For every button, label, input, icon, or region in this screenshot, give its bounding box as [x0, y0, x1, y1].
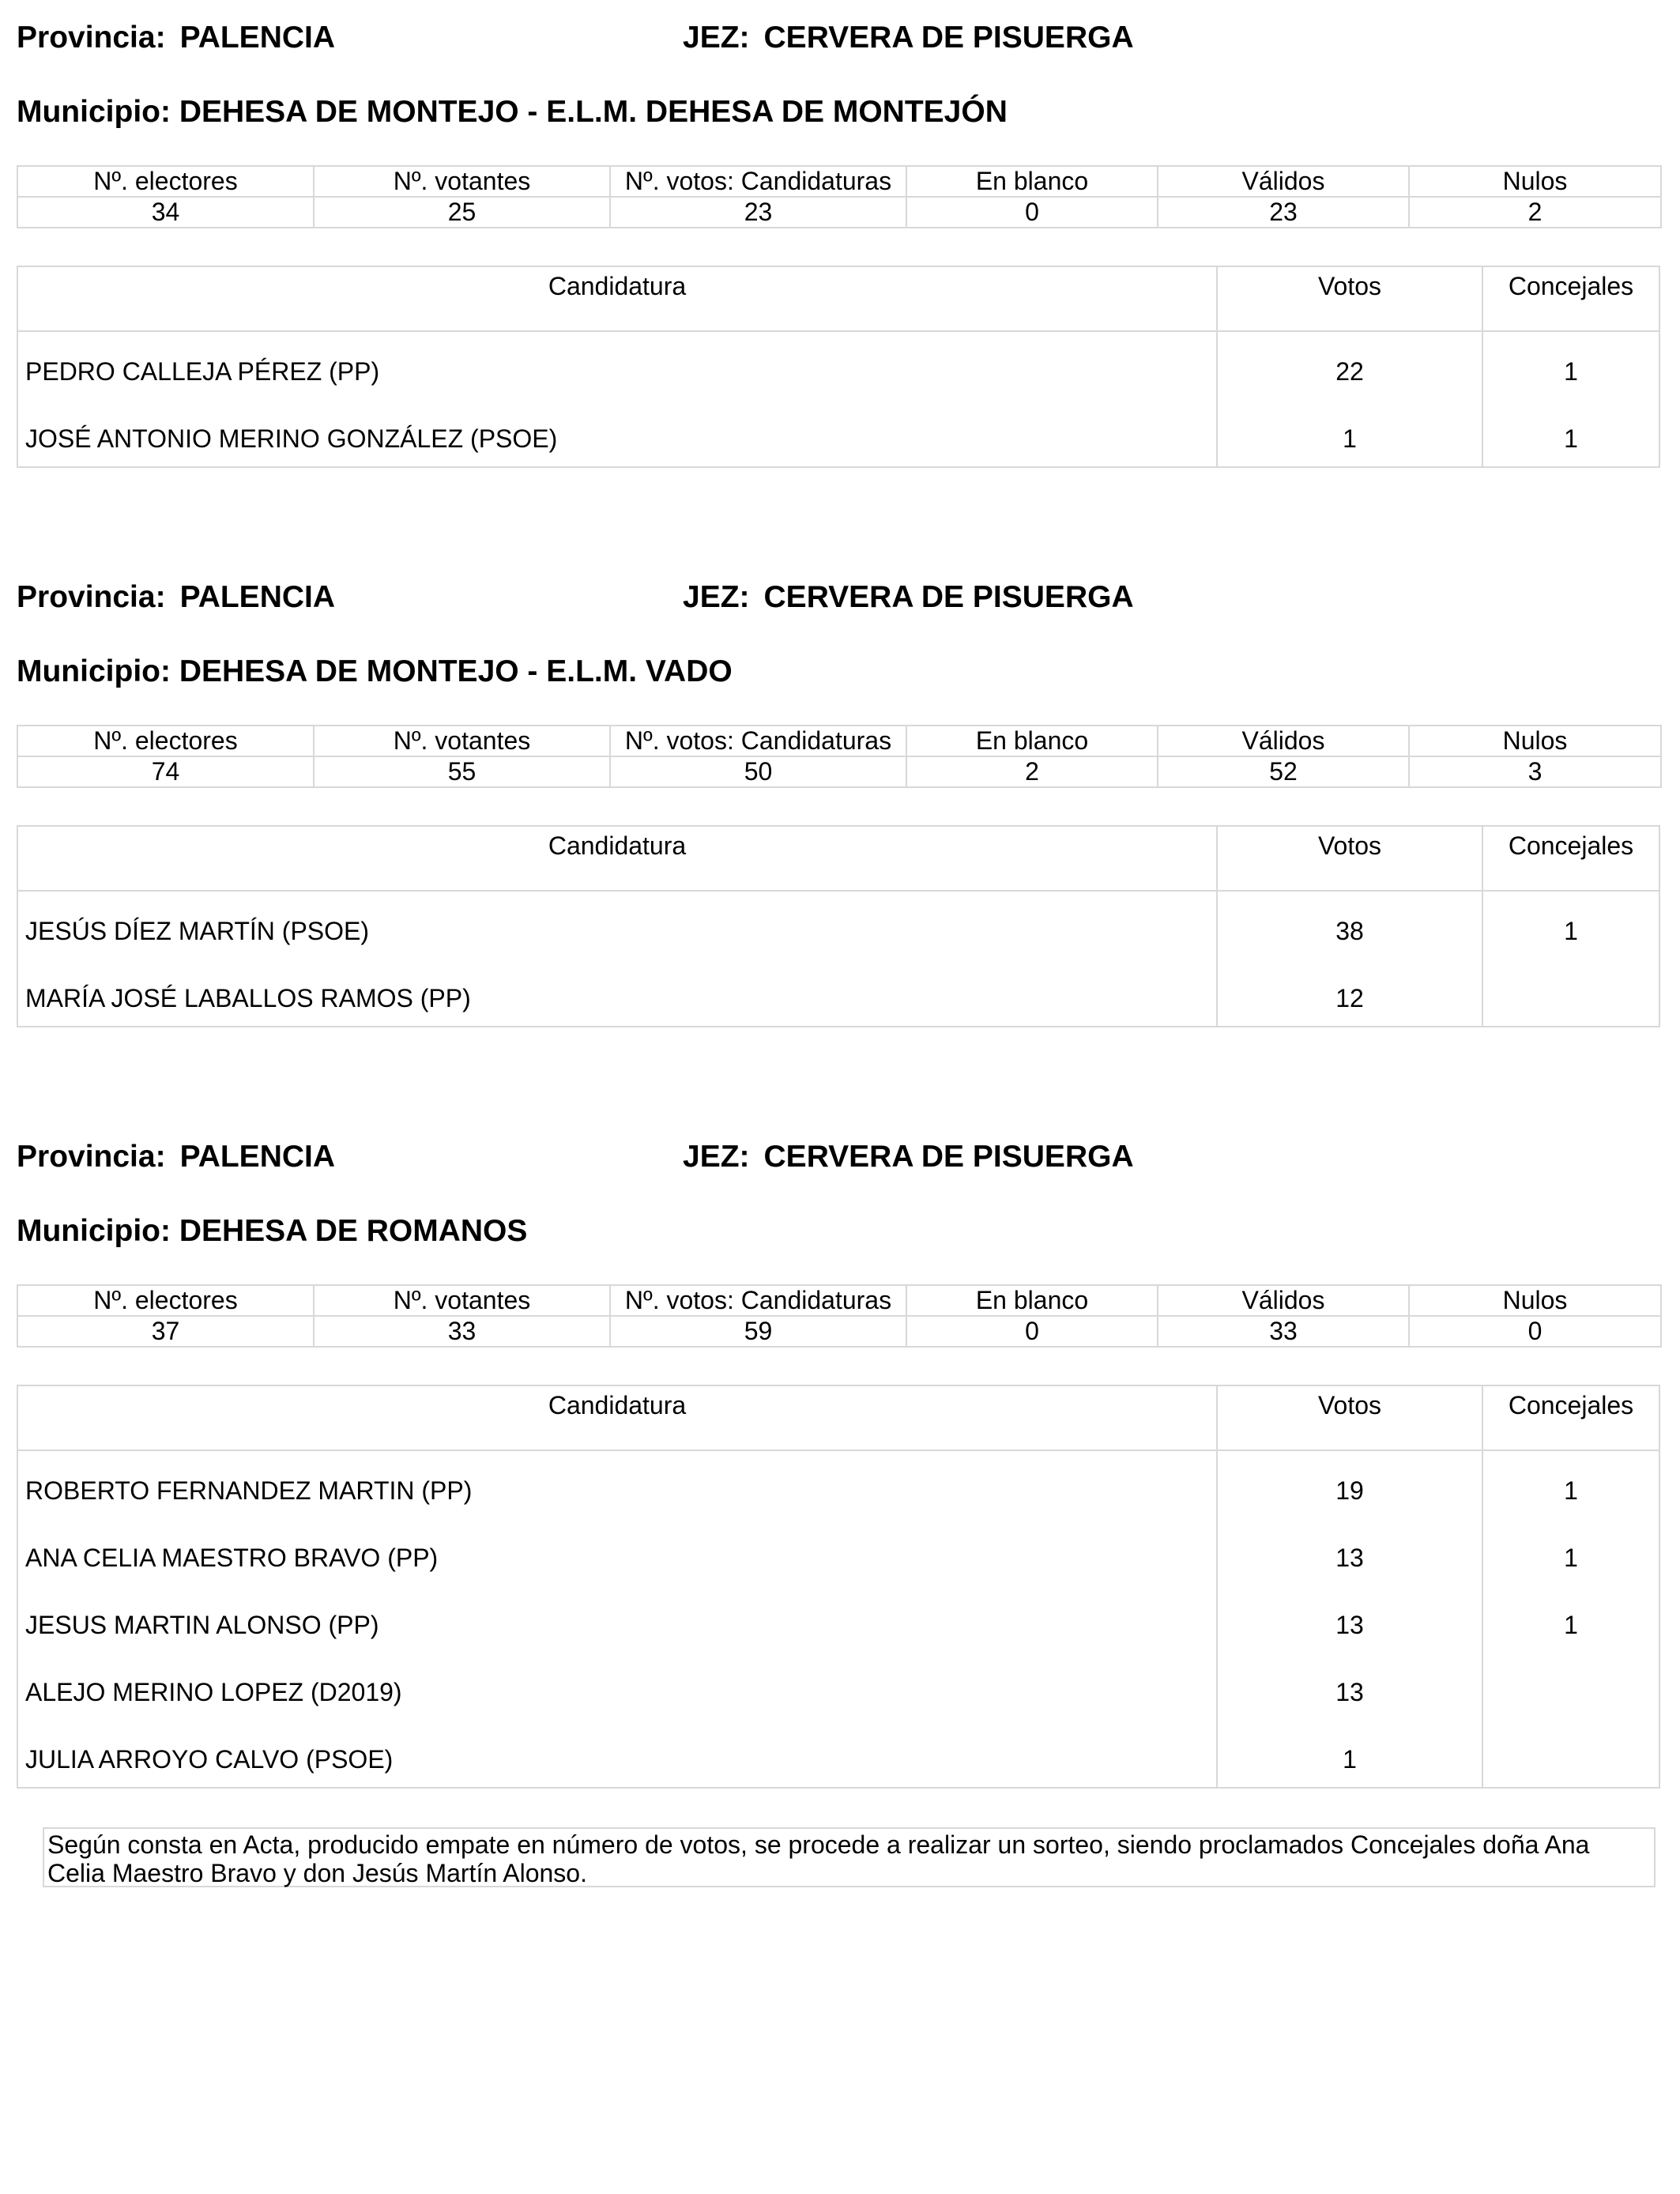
jez-label: JEZ:	[683, 21, 750, 55]
candidate-concejales-col	[1482, 332, 1659, 466]
stat-value: 23	[610, 197, 906, 228]
candidate-concejales: 1	[1564, 1611, 1578, 1639]
candidate-concejales	[1483, 982, 1659, 1018]
candidatura-header: Candidatura	[548, 831, 687, 860]
stat-value: 52	[1158, 756, 1409, 787]
candidates-body	[18, 892, 1659, 1026]
municipio-value: DEHESA DE ROMANOS	[179, 1214, 528, 1248]
candidate-votes-col	[1216, 332, 1482, 466]
stat-value: 33	[1158, 1316, 1409, 1347]
candidate-names-col	[18, 892, 1216, 1026]
municipio-label: Municipio:	[17, 95, 171, 129]
stat-value: 0	[1409, 1316, 1661, 1347]
jez-header	[683, 21, 1134, 55]
candidate-name: JESUS MARTIN ALONSO (PP)	[25, 1611, 379, 1639]
candidate-votes: 12	[1335, 984, 1364, 1012]
candidates-header	[18, 827, 1659, 892]
stats-table	[17, 725, 1662, 788]
candidate-name: ROBERTO FERNANDEZ MARTIN (PP)	[25, 1476, 473, 1505]
candidate-concejales: 1	[1564, 424, 1578, 453]
concejales-header: Concejales	[1482, 267, 1659, 330]
stat-value: 34	[17, 197, 314, 228]
stat-header: Nulos	[1409, 726, 1661, 756]
candidatura-header: Candidatura	[548, 1391, 687, 1419]
stats-value-row	[17, 1316, 1661, 1347]
votos-header: Votos	[1216, 827, 1482, 890]
provincia-label: Provincia:	[17, 1140, 166, 1174]
municipio-value: DEHESA DE MONTEJO - E.L.M. DEHESA DE MONTEJÓN	[179, 95, 1008, 129]
candidates-body	[18, 332, 1659, 466]
candidatura-header: Candidatura	[548, 272, 687, 300]
concejales-header: Concejales	[1482, 827, 1659, 890]
candidate-votes-col	[1216, 892, 1482, 1026]
candidates-table	[17, 266, 1660, 468]
candidates-table	[17, 825, 1660, 1027]
candidate-concejales-col	[1482, 1451, 1659, 1787]
stats-value-row	[17, 756, 1661, 787]
stat-header: En blanco	[906, 166, 1158, 197]
stat-header: Nulos	[1409, 1285, 1661, 1316]
municipio-value: DEHESA DE MONTEJO - E.L.M. VADO	[179, 654, 733, 688]
candidate-name: JOSÉ ANTONIO MERINO GONZÁLEZ (PSOE)	[25, 424, 558, 453]
stat-value: 23	[1158, 197, 1409, 228]
candidate-concejales: 1	[1564, 1544, 1578, 1572]
stat-value: 0	[906, 1316, 1158, 1347]
candidate-name: ALEJO MERINO LOPEZ (D2019)	[25, 1678, 402, 1706]
candidate-concejales: 1	[1564, 917, 1578, 945]
votos-header: Votos	[1216, 267, 1482, 330]
jez-value: CERVERA DE PISUERGA	[763, 1140, 1134, 1174]
stat-header: Nº. votantes	[314, 726, 610, 756]
municipio-label: Municipio:	[17, 654, 171, 688]
stat-header: En blanco	[906, 726, 1158, 756]
stat-value: 59	[610, 1316, 906, 1347]
stat-header: Nº. votantes	[314, 166, 610, 197]
jez-value: CERVERA DE PISUERGA	[763, 21, 1134, 55]
candidate-concejales: 1	[1564, 357, 1578, 386]
candidate-concejales	[1483, 1676, 1659, 1744]
stat-header: Nº. electores	[17, 1285, 314, 1316]
candidate-concejales	[1483, 1744, 1659, 1779]
candidate-name: MARÍA JOSÉ LABALLOS RAMOS (PP)	[25, 984, 471, 1012]
candidate-name: JULIA ARROYO CALVO (PSOE)	[25, 1745, 394, 1774]
stat-header: Nº. votos: Candidaturas	[610, 166, 906, 197]
candidate-votes: 13	[1335, 1544, 1364, 1572]
stats-header-row	[17, 726, 1661, 756]
stat-value: 2	[906, 756, 1158, 787]
stat-header: En blanco	[906, 1285, 1158, 1316]
candidate-name: ANA CELIA MAESTRO BRAVO (PP)	[25, 1544, 439, 1572]
candidate-names-col	[18, 332, 1216, 466]
candidate-votes: 38	[1335, 917, 1364, 945]
jez-header	[683, 1140, 1134, 1174]
candidate-votes: 13	[1335, 1678, 1364, 1706]
stats-header-row	[17, 1285, 1661, 1316]
jez-label: JEZ:	[683, 580, 750, 614]
stats-table	[17, 165, 1662, 228]
stat-value: 0	[906, 197, 1158, 228]
candidate-concejales: 1	[1564, 1476, 1578, 1505]
candidate-votes: 1	[1343, 1745, 1357, 1774]
candidate-votes-col	[1216, 1451, 1482, 1787]
stat-header: Válidos	[1158, 1285, 1409, 1316]
stats-header-row	[17, 166, 1661, 197]
stat-value: 25	[314, 197, 610, 228]
provincia-label: Provincia:	[17, 580, 166, 614]
stat-header: Nº. votos: Candidaturas	[610, 726, 906, 756]
stat-header: Nulos	[1409, 166, 1661, 197]
candidates-table	[17, 1385, 1660, 1789]
provincia-value: PALENCIA	[179, 21, 336, 55]
candidate-votes: 13	[1335, 1611, 1364, 1639]
stat-header: Válidos	[1158, 166, 1409, 197]
provincia-value: PALENCIA	[179, 1140, 336, 1174]
candidates-body	[18, 1451, 1659, 1787]
provincia-header	[17, 1140, 335, 1174]
candidate-name: JESÚS DÍEZ MARTÍN (PSOE)	[25, 917, 370, 945]
stat-value: 3	[1409, 756, 1661, 787]
stat-value: 37	[17, 1316, 314, 1347]
provincia-header	[17, 580, 335, 615]
stat-header: Nº. votos: Candidaturas	[610, 1285, 906, 1316]
stat-header: Nº. votantes	[314, 1285, 610, 1316]
municipio-header	[17, 95, 1008, 130]
stats-table	[17, 1284, 1662, 1348]
candidates-header	[18, 267, 1659, 332]
jez-header	[683, 580, 1134, 615]
provincia-label: Provincia:	[17, 21, 166, 55]
provincia-value: PALENCIA	[179, 580, 336, 614]
stat-value: 55	[314, 756, 610, 787]
stat-value: 74	[17, 756, 314, 787]
candidate-votes: 1	[1343, 424, 1357, 453]
votos-header: Votos	[1216, 1386, 1482, 1449]
municipio-header	[17, 1214, 527, 1249]
jez-value: CERVERA DE PISUERGA	[763, 580, 1134, 614]
candidates-header	[18, 1386, 1659, 1451]
tie-break-note: Según consta en Acta, producido empate en número de votos, se procede a realizar un sorteo, siendo proclamados Concejales doña Ana Celia Maestro Bravo y don Jesús Martín Alonso.	[43, 1827, 1656, 1887]
stat-header: Nº. electores	[17, 726, 314, 756]
jez-label: JEZ:	[683, 1140, 750, 1174]
candidate-votes: 19	[1335, 1476, 1364, 1505]
candidate-votes: 22	[1335, 357, 1364, 386]
concejales-header: Concejales	[1482, 1386, 1659, 1449]
candidate-concejales-col	[1482, 892, 1659, 1026]
stat-value: 2	[1409, 197, 1661, 228]
stats-value-row	[17, 197, 1661, 228]
municipio-label: Municipio:	[17, 1214, 171, 1248]
stat-value: 50	[610, 756, 906, 787]
candidate-names-col	[18, 1451, 1216, 1787]
stat-header: Nº. electores	[17, 166, 314, 197]
candidate-name: PEDRO CALLEJA PÉREZ (PP)	[25, 357, 380, 386]
stat-value: 33	[314, 1316, 610, 1347]
municipio-header	[17, 654, 733, 689]
provincia-header	[17, 21, 335, 55]
stat-header: Válidos	[1158, 726, 1409, 756]
